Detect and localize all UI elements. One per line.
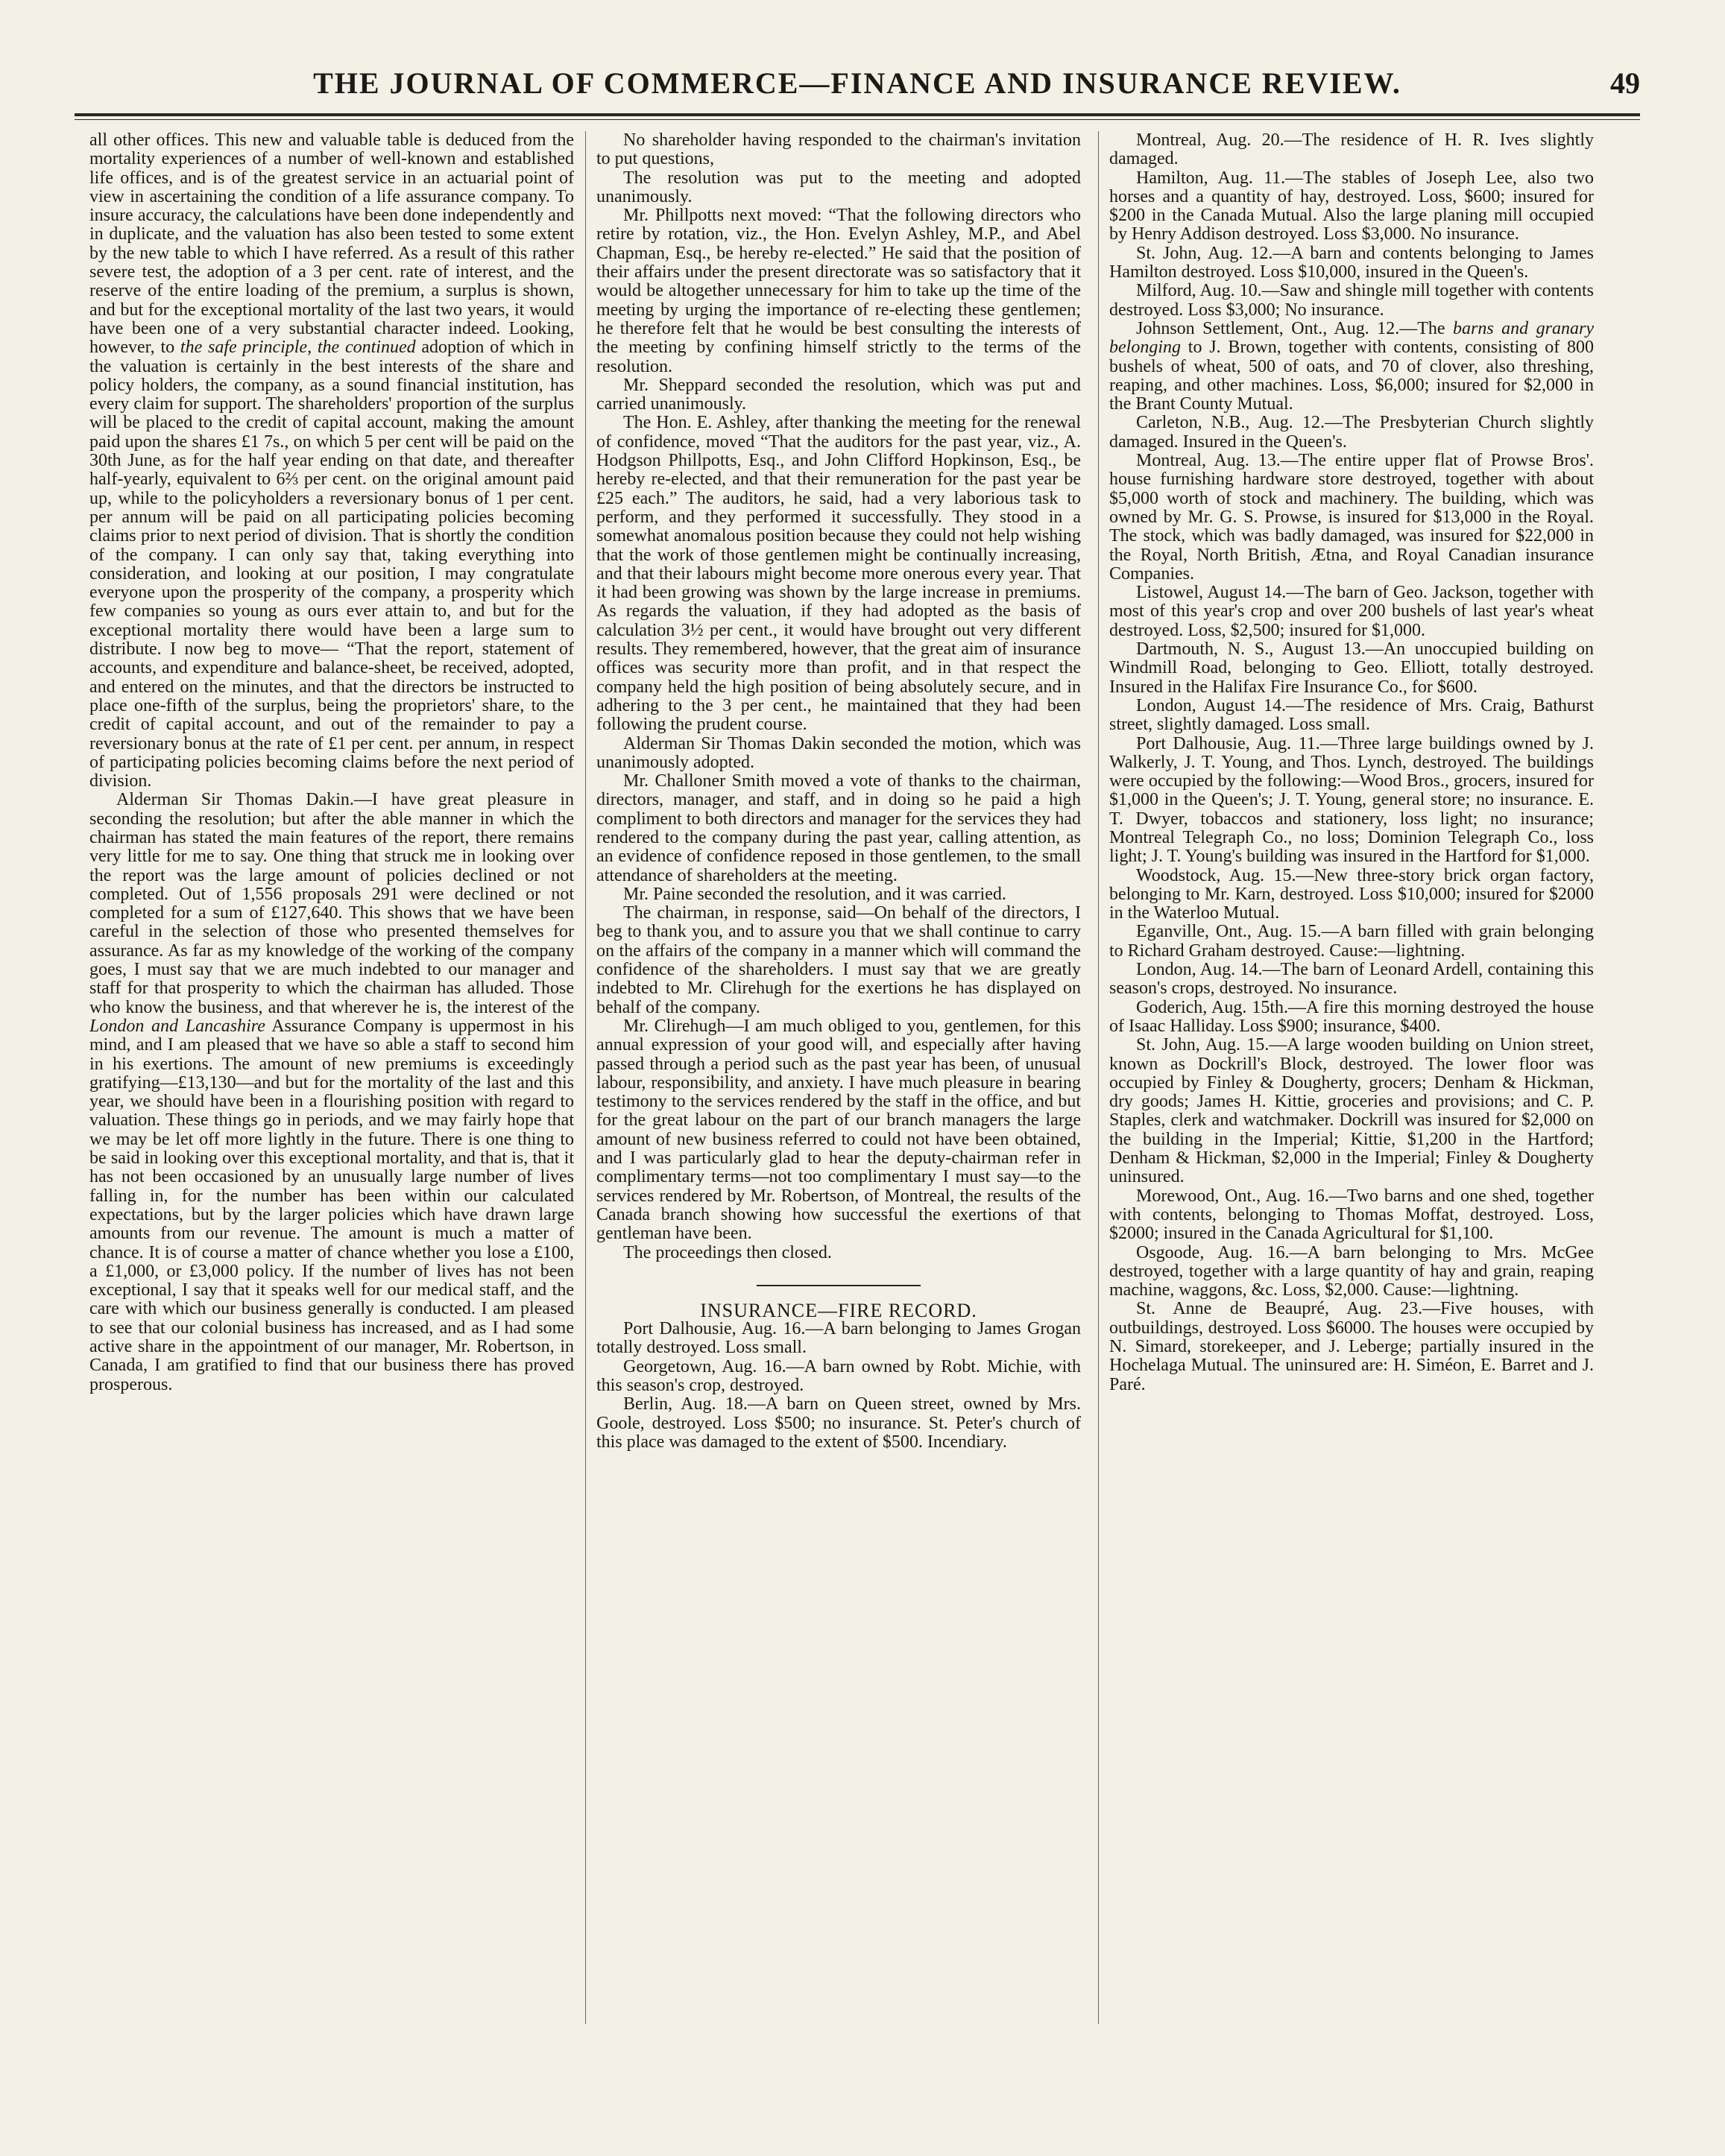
section-heading: INSURANCE—FIRE RECORD. bbox=[700, 1299, 977, 1321]
fire-record-entry: Morewood, Ont., Aug. 16.—Two barns and one shed, together with contents, belonging to Thomas Moffat, destroyed. Loss, $2000; insured in the Canada Agricultural for $1,100. bbox=[1109, 1186, 1594, 1244]
fire-record-entry: Eganville, Ont., Aug. 15.—A barn filled with grain belonging to Richard Graham destroyed. Cause:—lightning. bbox=[1109, 922, 1594, 961]
fire-record-entry: London, August 14.—The residence of Mrs. Craig, Bathurst street, slightly damaged. Loss small. bbox=[1109, 695, 1594, 735]
fire-record-entry: Woodstock, Aug. 15.—New three-story brick organ factory, belonging to Mr. Karn, destroyed. Loss $10,000; insured for $2000 in the Waterloo Mutual. bbox=[1109, 865, 1594, 923]
text-run: all other offices. This new and valuable table is deduced from the mortality experiences of a number of well-known and established life offices, and is of the greatest service in an actuarial point of view in ascertaining the condition of a life assurance company. To insure accuracy, the calculations have been done independently and in duplicate, and the valuation has also been tested to some extent by the new table to which I have referred. As a result of this rather severe test, the adoption of a 3 per cent. rate of interest, and the reserve of the entire loading of the premium, a surplus is shown, and but for the exceptional mortality of the last two years, it would have been one of a very substantial character indeed. Looking, however, to bbox=[89, 131, 574, 358]
paragraph bbox=[89, 131, 574, 791]
fire-record-entry: Georgetown, Aug. 16.—A barn owned by Robt. Michie, with this season's crop, destroyed. bbox=[596, 1356, 1081, 1395]
paragraph: Mr. Paine seconded the resolution, and it was carried. bbox=[623, 884, 1006, 904]
header-rule bbox=[75, 113, 1640, 116]
text-run: Assurance Company is uppermost in his mind, and I am pleased that we have so able a staff to second him in his exertions. The amount of new premiums is exceedingly gratifying—£13,130—and but for the mortality of the last and this year, we should have been in a flourishing position with regard to valuation. These things go in periods, and we may fairly hope that we may be let off more lightly in the future. There is one thing to be said in looking over this exceptional mortality, and that is, that it has not been occasioned by an unusually large number of lives falling in, for the number has been within our calculated expectations, but by the larger policies which have drawn large amounts from our revenue. The amount is much a matter of chance. It is of course a matter of chance whether you lose a £100, a £1,000, or £3,000 policy. If the number of lives has not been exceptional, I say that it speaks well for our medical staff, and the care with which our business generally is conducted. I am pleased to see that our colonial business has increased, and as I had some active share in the appointment of our manager, Mr. Robertson, in Canada, I am gratified to find that our business there has proved prosperous. bbox=[89, 1016, 574, 1394]
fire-record-entry: Hamilton, Aug. 11.—The stables of Joseph Lee, also two horses and a quantity of hay, destroyed. Loss, $600; insured for $200 in the Canada Mutual. Also the large planing mill occupied by Henry Addison destroyed. Loss $3,000. No insurance. bbox=[1109, 168, 1594, 244]
paragraph: The chairman, in response, said—On behalf of the directors, I beg to thank you, and to assure you that we shall continue to carry on the affairs of the company in a manner which will command the confidence of the shareholders. I must say that we are greatly indebted to Mr. Clirehugh for the exertions he has displayed on behalf of the company. bbox=[596, 903, 1081, 1017]
fire-record-entry: Port Dalhousie, Aug. 16.—A barn belonging to James Grogan totally destroyed. Loss small. bbox=[596, 1319, 1081, 1358]
fire-record-entry: Listowel, August 14.—The barn of Geo. Jackson, together with most of this year's crop and over 200 bushels of last year's wheat destroyed. Loss, $2,500; insured for $1,000. bbox=[1109, 583, 1594, 640]
italic-run: barns and granary belonging bbox=[1109, 318, 1594, 358]
italic-run: London and Lancashire bbox=[89, 1016, 265, 1036]
italic-run: the safe principle, the continued bbox=[180, 338, 416, 358]
fire-record-entry: Osgoode, Aug. 16.—A barn belonging to Mrs. McGee destroyed, together with a large quantity of hay and grain, reaping machine, waggons, &c. Loss, $2,000. Cause:—lightning. bbox=[1109, 1242, 1594, 1300]
fire-record-entry: Montreal, Aug. 13.—The entire upper flat of Prowse Bros'. house furnishing hardware store destroyed, together with about $5,000 worth of stock and machinery. The building, which was owned by Mr. G. S. Prowse, is insured for $13,000 in the Royal. The stock, which was badly damaged, was insured for $22,000 in the Royal, North British, Ætna, and Royal Canadian insurance Companies. bbox=[1109, 451, 1594, 584]
paragraph: The Hon. E. Ashley, after thanking the meeting for the renewal of confidence, moved “That the auditors for the past year, viz., A. Hodgson Phillpotts, Esq., and John Clifford Hopkinson, Esq., be hereby re-elected, and that their remuneration for the past year be £25 each.” The auditors, he said, had a very laborious task to perform, and they performed it successfully. They stood in a somewhat anomalous position because they could not help wishing that the work of those gentlemen might be continually increasing, and that their labours might become more onerous every year. That it had been growing was shown by the large increase in premiums. As regards the valuation, if they had adopted as the basis of calculation 3½ per cent., it would have brought out very different results. They remembered, however, that the great aim of insurance offices was security more than profit, and in that respect the company held the high position of being absolutely secure, and in adhering to the 3 per cent., he maintained that they had been following the prudent course. bbox=[596, 413, 1081, 735]
fire-record-entry: Berlin, Aug. 18.—A barn on Queen street, owned by Mrs. Goole, destroyed. Loss $500; no insurance. St. Peter's church of this place was damaged to the extent of $500. Incendiary. bbox=[596, 1394, 1081, 1452]
text-run: to J. Brown, together with contents, consisting of 800 bushels of wheat, 500 of oats, and 70 of clover, also threshing, reaping, and other machines. Loss, $6,000; insured for $2,000 in the Brant County Mutual. bbox=[1109, 338, 1594, 414]
paragraph: Mr. Sheppard seconded the resolution, which was put and carried unanimously. bbox=[596, 375, 1081, 414]
paragraph: No shareholder having responded to the chairman's invitation to put questions, bbox=[596, 131, 1081, 169]
column-left bbox=[89, 131, 574, 2114]
text-run: Alderman Sir Thomas Dakin.—I have great pleasure in seconding the resolution; but after the able manner in which the chairman has stated the main features of the report, there remains very little for me to say. One thing that struck me in looking over the report was the large amount of policies declined or not completed. Out of 1,556 proposals 291 were declined or not completed for a sum of £127,640. This shows that we have been careful in the selection of those who presented themselves for assurance. As far as my knowledge of the working of the company goes, I must say that we are much indebted to our manager and staff for that prosperity to which the chairman has alluded. Those who know the business, and that wherever he is, the interest of the bbox=[89, 790, 574, 1017]
fire-record-entry bbox=[1109, 320, 1594, 414]
fire-record-entry: Montreal, Aug. 20.—The residence of H. R. Ives slightly damaged. bbox=[1109, 131, 1594, 169]
paragraph: The proceedings then closed. bbox=[623, 1242, 832, 1262]
fire-record-entry: St. John, Aug. 15.—A large wooden building on Union street, known as Dockrill's Block, destroyed. The lower floor was occupied by Finley & Dougherty, grocers; Denham & Hickman, dry goods; James H. Kittie, groceries and provisions; and C. P. Staples, clerk and watchmaker. Dockrill was insured for $2,000 on the building in the Imperial; Kittie, $1,200 in the Hartford; Denham & Hickman, $2,000 in the Imperial; Finley & Dougherty uninsured. bbox=[1109, 1035, 1594, 1187]
fire-record-entry: Goderich, Aug. 15th.—A fire this morning destroyed the house of Isaac Halliday. Loss $900; insurance, $400. bbox=[1109, 997, 1594, 1036]
paragraph: The resolution was put to the meeting and adopted unanimously. bbox=[596, 168, 1081, 206]
section-rule bbox=[757, 1285, 921, 1286]
header-rule-thin bbox=[75, 119, 1640, 120]
fire-record-entry: London, Aug. 14.—The barn of Leonard Ardell, containing this season's crops, destroyed. No insurance. bbox=[1109, 960, 1594, 999]
page-header bbox=[75, 66, 1640, 107]
paragraph: Mr. Clirehugh—I am much obliged to you, gentlemen, for this annual expression of your good will, and especially after having passed through a period such as the past year has been, of unusual labour, responsibility, and anxiety. I have much pleasure in bearing testimony to the services rendered by the staff in the office, and but for the great labour on the part of our branch managers the large amount of new business referred to could not have been obtained, and I was particularly glad to hear the deputy-chairman refer in complimentary terms—not too complimentary I must say—to the services rendered by Mr. Robertson, of Montreal, the results of the Canada branch showing how successful the exertions of that gentleman have been. bbox=[596, 1016, 1081, 1244]
column-right bbox=[1109, 131, 1594, 2114]
paragraph bbox=[89, 791, 574, 1394]
page-number: 49 bbox=[1610, 66, 1640, 100]
paragraph: Mr. Challoner Smith moved a vote of thanks to the chairman, directors, manager, and staff, and in doing so he paid a high compliment to both directors and manager for the services they had rendered to the company during the past year, calling attention, as an evidence of confidence reposed in those gentlemen, to the small attendance of shareholders at the meeting. bbox=[596, 771, 1081, 885]
text-run: adoption of which in the valuation is certainly in the best interests of the share and policy holders, the company, as a sound financial institution, has every claim for support. The shareholders' proportion of the surplus will be placed to the credit of capital account, making the amount paid upon the shares £1 7s., on which 5 per cent will be paid on the 30th June, as for the half year ending on that date, and thereafter half-yearly, equivalent to 6⅔ per cent. on the original amount paid up, while to the policyholders a reversionary bonus of 1 per cent. per annum will be paid on all participating policies becoming claims prior to next period of division. That is shortly the condition of the company. I can only say that, taking everything into consideration, and looking at our position, I may congratulate everyone upon the prosperity of the company, a prosperity which few companies so young as ours ever attain to, and but for the exceptional mortality there would have been a large sum to distribute. I now beg to move— “That the report, statement of accounts, and expenditure and balance-sheet, be received, adopted, and entered on the minutes, and that the directors be instructed to place one-fifth of the surplus, being the proprietors' share, to the credit of capital account, and out of the remainder to pay a reversionary bonus at the rate of £1 per cent. per annum, in respect of participating policies becoming claims before the next period of division. bbox=[89, 338, 574, 791]
column-divider-right bbox=[1098, 131, 1099, 2024]
column-divider-left bbox=[585, 131, 586, 2024]
fire-record-entry: Dartmouth, N. S., August 13.—An unoccupied building on Windmill Road, belonging to Geo. Elliott, totally destroyed. Insured in the Halifax Fire Insurance Co., for $600. bbox=[1109, 639, 1594, 697]
fire-record-entry: Milford, Aug. 10.—Saw and shingle mill together with contents destroyed. Loss $3,000; No insurance. bbox=[1109, 281, 1594, 320]
fire-record-entry: Port Dalhousie, Aug. 11.—Three large buildings owned by J. Walkerly, J. T. Young, and Thos. Lynch, destroyed. The buildings were occupied by the following:—Wood Bros., grocers, insured for $1,000 in the Queen's; J. T. Young, general store; no insurance. E. T. Dwyer, tobaccos and stationery, loss light; no insurance; Montreal Telegraph Co., no loss; Dominion Telegraph Co., loss light; J. T. Young's building was insured in the Hartford for $1,000. bbox=[1109, 733, 1594, 867]
paragraph: Mr. Phillpotts next moved: “That the following directors who retire by rotation, viz., the Hon. Evelyn Ashley, M.P., and Abel Chapman, Esq., be hereby re-elected.” He said that the position of their affairs under the present directorate was so satisfactory that it would be altogether unnecessary for him to take up the time of the meeting by urging the importance of re-electing these gentlemen; he therefore felt that he would be best consulting the interests of the meeting by confining himself strictly to the terms of the resolution. bbox=[596, 206, 1081, 376]
journal-title: THE JOURNAL OF COMMERCE—FINANCE AND INSURANCE REVIEW. bbox=[313, 66, 1401, 100]
fire-record-entry: St. John, Aug. 12.—A barn and contents belonging to James Hamilton destroyed. Loss $10,000, insured in the Queen's. bbox=[1109, 243, 1594, 282]
fire-record-entry: Carleton, N.B., Aug. 12.—The Presbyterian Church slightly damaged. Insured in the Queen's. bbox=[1109, 413, 1594, 452]
text-run: Johnson Settlement, Ont., Aug. 12.—The bbox=[1136, 318, 1445, 338]
paragraph: Alderman Sir Thomas Dakin seconded the motion, which was unanimously adopted. bbox=[596, 733, 1081, 772]
column-middle bbox=[596, 131, 1081, 2114]
fire-record-entry: St. Anne de Beaupré, Aug. 23.—Five houses, with outbuildings, destroyed. Loss $6000. The houses were occupied by N. Simard, storekeeper, and J. Leberge; partially insured in the Hochelaga Mutual. The uninsured are: H. Siméon, E. Barret and J. Paré. bbox=[1109, 1299, 1594, 1394]
